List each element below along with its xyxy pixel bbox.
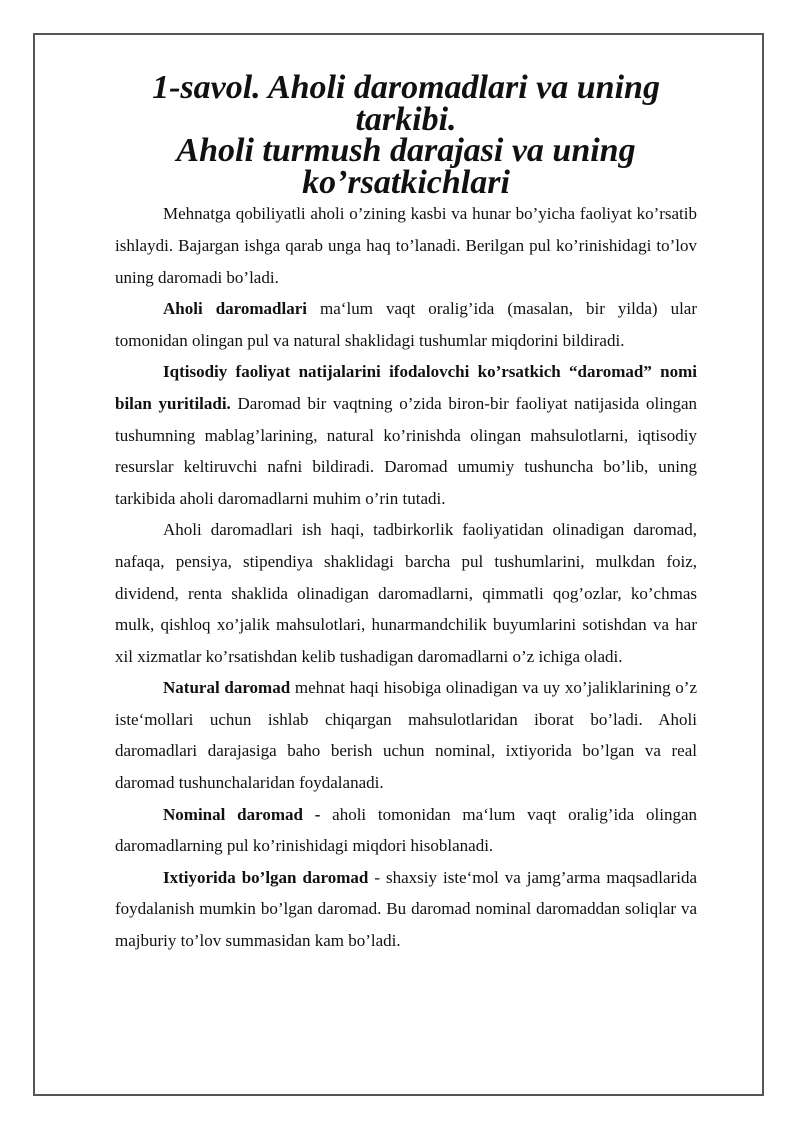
paragraph-1-text: Mehnatga qobiliyatli aholi o’zining kasbi va hunar bo’yicha faoliyat ko’rsatib ishlaydi. Bajargan ishga qarab unga haq to’lanadi. Berilgan pul ko’rinishidagi to’lov uning daromadi bo’ladi. <box>115 204 697 287</box>
paragraph-6 <box>115 799 697 862</box>
paragraph-3 <box>115 356 697 514</box>
paragraph-4 <box>115 514 697 672</box>
term-daromad-definition: Iqtisodiy faoliyat natijalarini ifodalovchi ko’rsatkich “daromad” nomi bilan yuritiladi. <box>115 362 697 413</box>
document-body <box>115 69 697 957</box>
paragraph-2 <box>115 293 697 356</box>
paragraph-3-text: Daromad bir vaqtning o’zida biron-bir faoliyat natijasida olingan tushumning mablag’larining, natural ko’rinishda olingan mahsulotlarni, iqtisodiy resurslar keltiruvchi nafni bildiradi. Daromad umumiy tushuncha bo’lib, uning tarkibida aholi daromadlarni muhim o’rin tutadi. <box>115 393 697 508</box>
paragraph-5-text: mehnat haqi hisobiga olinadigan va uy xo’jaliklarining o’z isteʻmollari uchun ishlab chiqargan mahsulotlaridan iborat bo’ladi. Aholi daromadlari darajasiga baho berish uchun nominal, ixtiyorida bo’lgan va real daromad tushunchalaridan foydalanadi. <box>115 678 697 793</box>
title-line-1: 1-savol. Aholi daromadlari va uning tarkibi. <box>152 69 660 138</box>
term-nominal-daromad: Nominal daromad - <box>163 804 321 824</box>
paragraph-4-text: Aholi daromadlari ish haqi, tadbirkorlik faoliyatidan olinadigan daromad, nafaqa, pensiya, stipendiya shaklidagi barcha pul tushumlarini, mulkdan foiz, dividend, renta shaklida olinadigan daromadlarni, qimmatli qog’ozlar, ko’chmas mulk, qishloq xo’jalik mahsulotlari, hunarmandchilik buyumlarini sotishdan va har xil xizmatlar ko’rsatishdan kelib tushadigan daromadlarni o’z ichiga oladi. <box>115 520 697 666</box>
document-title <box>115 69 697 201</box>
term-ixtiyorida-daromad: Ixtiyorida bo’lgan daromad <box>163 867 369 887</box>
title-line-2: Aholi turmush darajasi va uning ko’rsatkichlari <box>176 132 636 201</box>
paragraph-7-text: - shaxsiy isteʻmol va jamg’arma maqsadlarida foydalanish mumkin bo’lgan daromad. Bu daromad nominal daromaddan soliqlar va majburiy to’lov summasidan kam bo’ladi. <box>115 867 697 951</box>
paragraph-1 <box>115 198 697 293</box>
paragraph-7 <box>115 862 697 957</box>
paragraph-2-text: maʻlum vaqt oralig’ida (masalan, bir yilda) ular tomonidan olingan pul va natural shaklidagi tushumlar miqdorini bildiradi. <box>115 299 697 350</box>
paragraph-6-text: aholi tomonidan maʻlum vaqt oralig’ida olingan daromadlarning pul ko’rinishidagi miqdori hisoblanadi. <box>115 804 697 856</box>
term-aholi-daromadlari: Aholi daromadlari <box>163 299 308 319</box>
paragraph-5 <box>115 672 697 798</box>
term-natural-daromad: Natural daromad <box>163 678 291 698</box>
